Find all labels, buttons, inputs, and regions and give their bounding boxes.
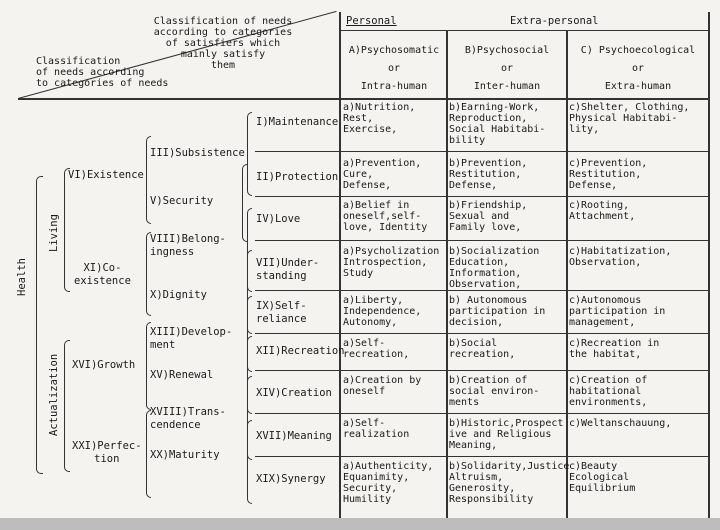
row1-col-a: a)Nutrition, Rest, Exercise, — [343, 102, 416, 135]
row7-col-b: b)Creation of social environ- ments — [449, 375, 540, 408]
row-sep-1 — [255, 151, 709, 152]
col-divider-ab — [446, 30, 448, 518]
need-love: IV)Love — [256, 213, 301, 225]
header-extra-personal: Extra-personal — [510, 15, 599, 27]
row9-col-b: b)Solidarity,Justice Altruism, Generosity, Responsibility — [449, 461, 570, 505]
label-living: Living — [48, 214, 60, 252]
need-security: V)Security — [150, 195, 214, 207]
need-understanding: VII)Under- standing — [256, 257, 320, 282]
need-coexistence: XI)Co- existence — [74, 262, 131, 287]
row6-col-a: a)Self- recreation, — [343, 338, 410, 360]
label-actualization: Actualization — [48, 353, 60, 436]
row7-col-a: a)Creation by oneself — [343, 375, 422, 397]
row1-col-c: c)Shelter, Clothing, Physical Habitabi- lity, — [569, 102, 690, 135]
header-col-b: B)Psychosocial or Inter-human — [464, 45, 550, 92]
header-satisfier-classification: Classification of needs according to categories of satisfiers which mainly satisfy them — [153, 16, 293, 71]
need-self-reliance: IX)Self- reliance — [256, 300, 307, 325]
need-recreation: XII)Recreation — [256, 345, 345, 357]
row6-col-c: c)Recreation in the habitat, — [569, 338, 660, 360]
row4-col-b: b)Socialization Education, Information, Observation, — [449, 246, 540, 290]
need-creation: XIV)Creation — [256, 387, 332, 399]
row1-col-b: b)Earning-Work, Reproduction, Social Habitabi- bility — [449, 102, 546, 146]
need-meaning: XVII)Meaning — [256, 430, 332, 442]
need-protection: II)Protection — [256, 171, 339, 183]
row9-col-a: a)Authenticity, Equanimity, Security, Humility — [343, 461, 434, 505]
row8-col-a: a)Self- realization — [343, 418, 410, 440]
row-sep-7 — [255, 413, 709, 414]
personal-rule — [339, 30, 709, 31]
need-transcendence: XVIII)Trans- cendence — [150, 406, 226, 431]
col-divider-right — [708, 12, 710, 518]
need-development: XIII)Develop- ment — [150, 326, 233, 351]
row7-col-c: c)Creation of habitational environments, — [569, 375, 648, 408]
scan-bottom-edge — [0, 518, 720, 530]
row2-col-a: a)Prevention, Cure, Defense, — [343, 158, 422, 191]
bracket-health — [36, 176, 43, 474]
row-sep-4 — [255, 290, 709, 291]
header-col-a: A)Psychosomatic or Intra-human — [348, 45, 440, 92]
need-synergy: XIX)Synergy — [256, 473, 326, 485]
need-renewal: XV)Renewal — [150, 369, 214, 381]
row5-col-b: b) Autonomous participation in decision, — [449, 295, 546, 328]
col-divider-bc — [566, 30, 568, 518]
need-perfection: XXI)Perfec- tion — [72, 440, 142, 465]
need-dignity: X)Dignity — [150, 289, 207, 301]
row-sep-2 — [255, 196, 709, 197]
label-health: Health — [16, 258, 28, 296]
need-maturity: XX)Maturity — [150, 449, 220, 461]
need-existence: VI)Existence — [68, 169, 144, 181]
need-subsistence: III)Subsistence — [150, 147, 245, 159]
row-sep-8 — [255, 456, 709, 457]
row-sep-6 — [255, 370, 709, 371]
bracket-living — [64, 168, 70, 292]
bracket-actualization — [64, 340, 70, 472]
row2-col-c: c)Prevention, Restitution, Defense, — [569, 158, 648, 191]
row8-col-c: c)Weltanschauung, — [569, 418, 672, 429]
row5-col-c: c)Autonomous participation in management, — [569, 295, 666, 328]
row6-col-b: b)Social recreation, — [449, 338, 516, 360]
header-bottom-rule — [18, 98, 710, 100]
row2-col-b: b)Prevention, Restitution, Defense, — [449, 158, 528, 191]
row8-col-b: b)Historic,Prospect ive and Religious Meaning, — [449, 418, 564, 451]
header-personal: Personal — [346, 15, 397, 27]
row3-col-c: c)Rooting, Attachment, — [569, 200, 636, 222]
row-sep-3 — [255, 240, 709, 241]
row9-col-c: c)Beauty Ecological Equilibrium — [569, 461, 636, 494]
row3-col-a: a)Belief in oneself,self- love, Identity — [343, 200, 428, 233]
row4-col-a: a)Psycholization Introspection, Study — [343, 246, 440, 279]
row3-col-b: b)Friendship, Sexual and Family love, — [449, 200, 528, 233]
need-maintenance: I)Maintenance — [256, 116, 339, 128]
row4-col-c: c)Habitatization, Observation, — [569, 246, 672, 268]
header-col-c: C) Psychoecological or Extra-human — [580, 45, 696, 92]
col-divider-left — [339, 12, 341, 518]
need-belongingness: VIII)Belong- ingness — [150, 233, 226, 258]
need-growth: XVI)Growth — [72, 359, 136, 371]
bracket-l2-subsistence — [247, 112, 252, 196]
header-need-classification: Classification of needs according to categories of needs — [36, 56, 169, 89]
row-sep-5 — [255, 333, 709, 334]
row5-col-a: a)Liberty, Independence, Autonomy, — [343, 295, 422, 328]
bracket-l2-maturity — [247, 420, 252, 504]
